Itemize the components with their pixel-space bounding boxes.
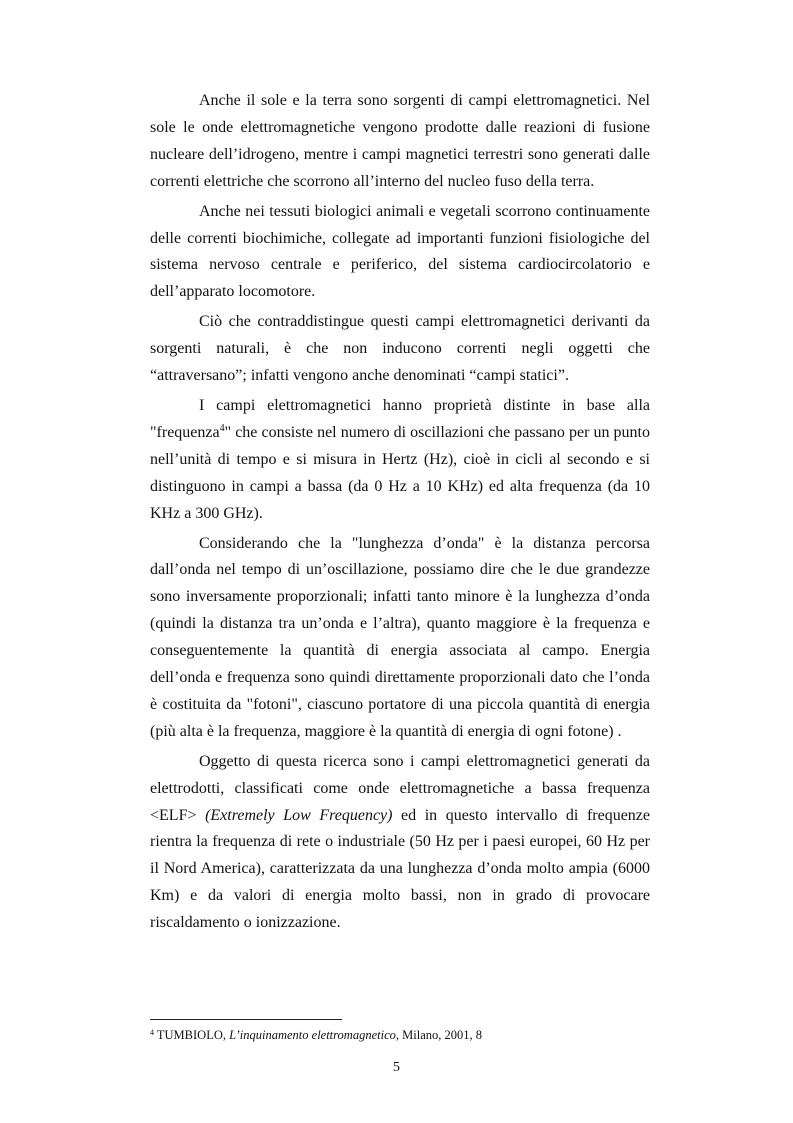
paragraph-4-part-2: " che consiste nel numero di oscillazioni che passano per un punto nell’unità di tempo e si misura in Hertz (Hz), cioè in cicli al secondo e si distinguono in campi a bassa (da 0 Hz a 10 KHz) ed alta frequenza (da 10 KHz a 300 GHz). [150, 423, 650, 522]
paragraph-4-part-1: I campi elettromagnetici hanno proprietà distinte in base alla "frequenza [150, 396, 650, 441]
paragraph-6-part-1: Oggetto di questa ricerca sono i campi elettromagnetici generati da elettrodotti, classificati come onde elettromagnetiche a bassa frequenza <ELF> [150, 752, 650, 824]
body-text [150, 88, 650, 937]
paragraph-5: Considerando che la "lunghezza d’onda" è la distanza percorsa dall’onda nel tempo di un’oscillazione, possiamo dire che le due grandezze sono inversamente proporzionali; infatti tanto minore è la lunghezza d’onda (quindi la distanza tra un’onda e l’altra), quanto maggiore è la frequenza e conseguentemente la quantità di energia associata al campo. Energia dell’onda e frequenza sono quindi direttamente proporzionali dato che l’onda è costituita da "fotoni", ciascuno portatore di una piccola quantità di energia (più alta è la frequenza, maggiore è la quantità di energia di ogni fotone) . [150, 534, 650, 740]
paragraph-2: Anche nei tessuti biologici animali e vegetali scorrono continuamente delle correnti biochimiche, collegate ad importanti funzioni fisiologiche del sistema nervoso centrale e periferico, del sistema cardiocircolatorio e dell’apparato locomotore. [150, 202, 650, 301]
footnote-author: TUMBIOLO, [154, 1028, 230, 1042]
paragraph-4 [150, 393, 650, 528]
footnote-mark: 4 [150, 1028, 154, 1037]
paragraph-1: Anche il sole e la terra sono sorgenti di campi elettromagnetici. Nel sole le onde elettromagnetiche vengono prodotte dalle reazioni di fusione nucleare dell’idrogeno, mentre i campi magnetici terrestri sono generati dalle correnti elettriche che scorrono all’interno del nucleo fuso della terra. [150, 92, 650, 190]
page-number: 5 [393, 1060, 400, 1075]
footnote-divider [150, 1019, 342, 1020]
paragraph-3: Ciò che contraddistingue questi campi elettromagnetici derivanti da sorgenti naturali, è che non inducono correnti negli oggetti che “attraversano”; infatti vengono anche denominati “campi statici”. [150, 313, 650, 385]
paragraph-6 [150, 749, 650, 937]
paragraph-6-italic: (Extremely Low Frequency) [205, 806, 393, 824]
footnote-title: L’inquinamento elettromagnetico [229, 1028, 396, 1042]
footnote-rest: , Milano, 2001, 8 [395, 1028, 482, 1042]
paragraph-6-part-2: ed in questo intervallo di frequenze rientra la frequenza di rete o industriale (50 Hz per i paesi europei, 60 Hz per il Nord America), caratterizzata da una lunghezza d’onda molto ampia (6000 Km) e da valori di energia molto bassi, non in grado di provocare riscaldamento o ionizzazione. [150, 806, 650, 932]
footnote [150, 1028, 650, 1043]
footnote-ref: 4 [219, 422, 225, 434]
